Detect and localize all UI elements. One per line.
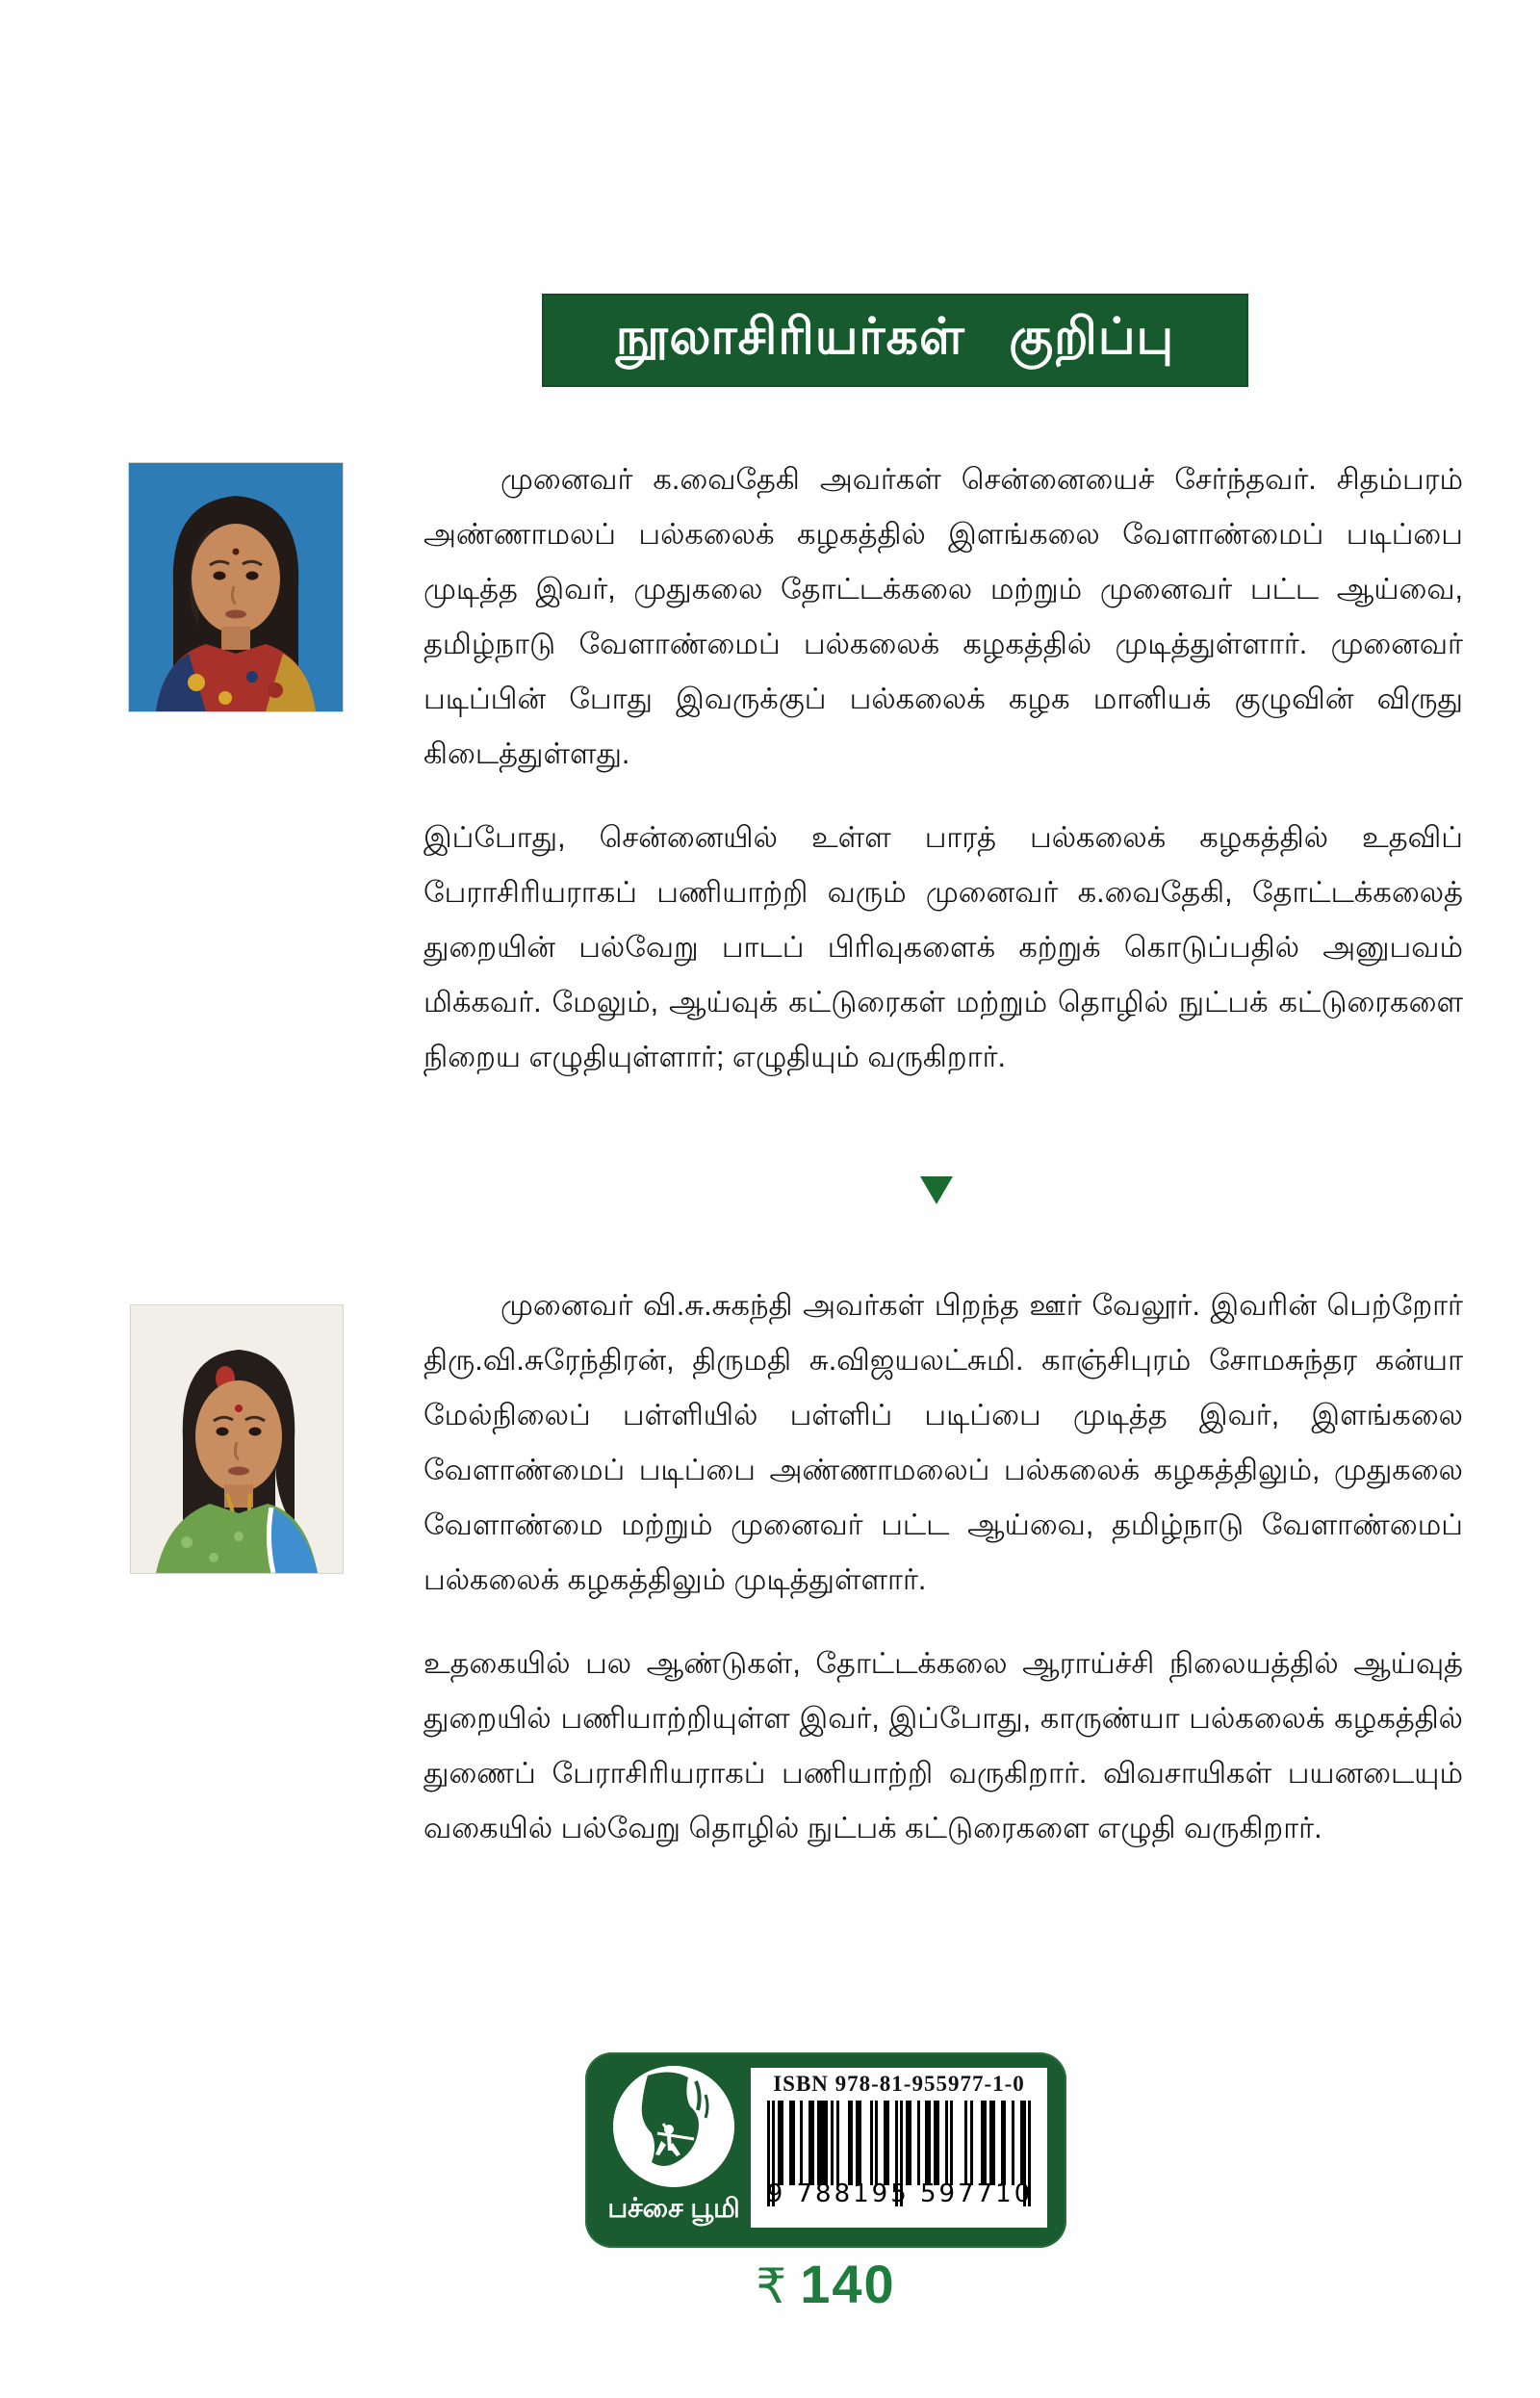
- publisher-logo-icon: [613, 2066, 734, 2187]
- publisher-isbn-block: [585, 2052, 1066, 2248]
- publisher-name: பச்சை பூமி: [607, 2193, 740, 2223]
- author-1-paragraph-1: முனைவர் க.வைதேகி அவர்கள் சென்னையைச் சேர்ந்தவர். சிதம்பரம் அண்ணாமலப் பல்கலைக் கழகத்தில் இளங்கலை வேளாண்மைப் படிப்பை முடித்த இவர், முதுகலை தோட்டக்கலை மற்றும் முனைவர் பட்ட ஆய்வை, தமிழ்நாடு வேளாண்மைப் பல்கலைக் கழகத்தில் முடித்துள்ளார். முனைவர் படிப்பின் போது இவருக்குப் பல்கலைக் கழக மானியக் குழுவின் விருது கிடைத்துள்ளது.: [424, 463, 1463, 770]
- author-2-paragraph-2: உதகையில் பல ஆண்டுகள், தோட்டக்கலை ஆராய்ச்சி நிலையத்தில் ஆய்வுத் துறையில் பணியாற்றியுள்ள இவர், இப்போது, காருண்யா பல்கலைக் கழகத்தில் துணைப் பேராசிரியராகப் பணியாற்றி வருகிறார். விவசாயிகள் பயனடையும் வகையில் பல்வேறு தொழில் நுட்பக் கட்டுரைகளை எழுதி வருகிறார்.: [424, 1647, 1463, 1844]
- author-2-bio: [424, 1278, 1463, 1885]
- rupee-icon: ₹: [756, 2259, 787, 2313]
- author-1-paragraph-2: இப்போது, சென்னையில் உள்ள பாரத் பல்கலைக் கழகத்தில் உதவிப் பேராசிரியராகப் பணியாற்றி வரும் முனைவர் க.வைதேகி, தோட்டக்கலைத் துறையின் பல்வேறு பாடப் பிரிவுகளைக் கற்றுக் கொடுப்பதில் அனுபவம் மிக்கவர். மேலும், ஆய்வுக் கட்டுரைகள் மற்றும் தொழில் நுட்பக் கட்டுரைகளை நிறைய எழுதியுள்ளார்; எழுதியும் வருகிறார்.: [424, 821, 1463, 1073]
- author-2-photo: [130, 1304, 344, 1574]
- author-2-portrait-image: [131, 1305, 343, 1573]
- section-divider-triangle-icon: [920, 1176, 953, 1204]
- title-banner: [542, 294, 1248, 387]
- barcode-icon: [767, 2101, 1032, 2208]
- page-title: நூலாசிரியர்கள் குறிப்பு: [615, 309, 1175, 365]
- author-1-portrait-image: [129, 463, 343, 711]
- price: [585, 2253, 1066, 2315]
- author-1-photo: [128, 462, 344, 712]
- publisher-logo: [606, 2066, 741, 2234]
- author-1-bio: [424, 452, 1463, 1114]
- barcode-digits: 9 788195 597710: [766, 2179, 1034, 2208]
- isbn-barcode-panel: [751, 2068, 1047, 2228]
- isbn-number: ISBN 978-81-955977-1-0: [773, 2072, 1025, 2096]
- author-2-paragraph-1: முனைவர் வி.சு.சுகந்தி அவர்கள் பிறந்த ஊர் வேலூர். இவரின் பெற்றோர் திரு.வி.சுரேந்திரன், திருமதி சு.விஜயலட்சுமி. காஞ்சிபுரம் சோமசுந்தர கன்யா மேல்நிலைப் பள்ளியில் பள்ளிப் படிப்பை முடித்த இவர், இளங்கலை வேளாண்மைப் படிப்பை அண்ணாமலைப் பல்கலைக் கழகத்திலும், முதுகலை வேளாண்மை மற்றும் முனைவர் பட்ட ஆய்வை, தமிழ்நாடு வேளாண்மைப் பல்கலைக் கழகத்திலும் முடித்துள்ளார்.: [424, 1289, 1463, 1596]
- price-amount: 140: [800, 2254, 896, 2314]
